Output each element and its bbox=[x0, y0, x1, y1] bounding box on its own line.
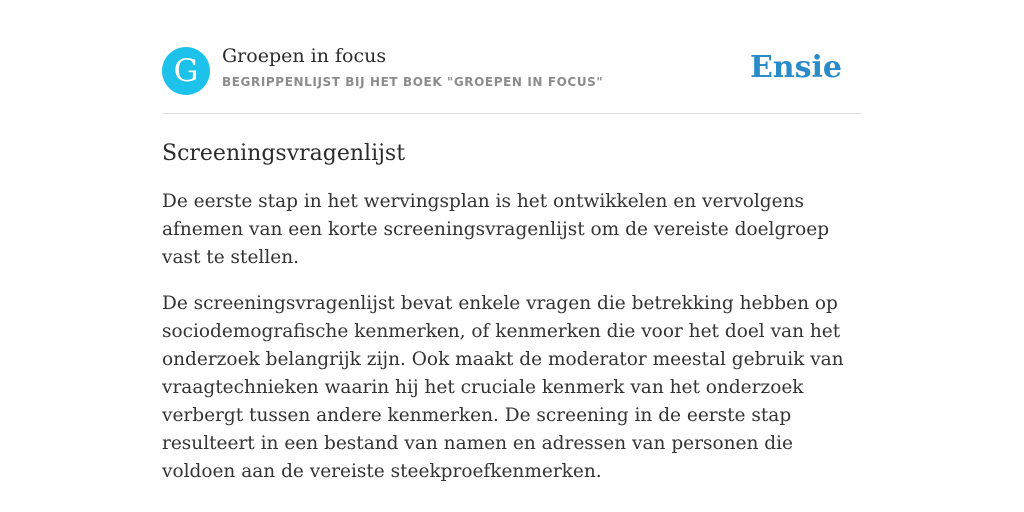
definition-paragraph-2: De screeningsvragenlijst bevat enkele vragen die betrekking hebben op sociodemografische kenmerken, of kenmerken die voor het doel van het onderzoek belangrijk zijn. Ook maakt de moderator meestal gebruik van vraagtechnieken waarin hij het cruciale kenmerk van het onderzoek verbergt tussen andere kenmerken. De screening in de eerste stap resulteert in een bestand van namen en adressen van personen die voldoen aan de vereiste steekproefkenmerken. bbox=[162, 293, 844, 482]
definition-paragraph-1: De eerste stap in het wervingsplan is het ontwikkelen en vervolgens afnemen van een korte screeningsvragenlijst om de vereiste doelgroep vast te stellen. bbox=[162, 191, 830, 268]
source-avatar[interactable]: G bbox=[162, 47, 210, 95]
term-title: Screeningsvragenlijst bbox=[162, 141, 406, 166]
ensie-logo[interactable]: Ensie bbox=[749, 50, 842, 85]
source-title[interactable]: Groepen in focus bbox=[222, 45, 387, 67]
source-subtitle: BEGRIPPENLIJST BIJ HET BOEK "GROEPEN IN FOCUS" bbox=[222, 75, 604, 89]
header bbox=[162, 0, 862, 114]
page bbox=[162, 0, 862, 486]
